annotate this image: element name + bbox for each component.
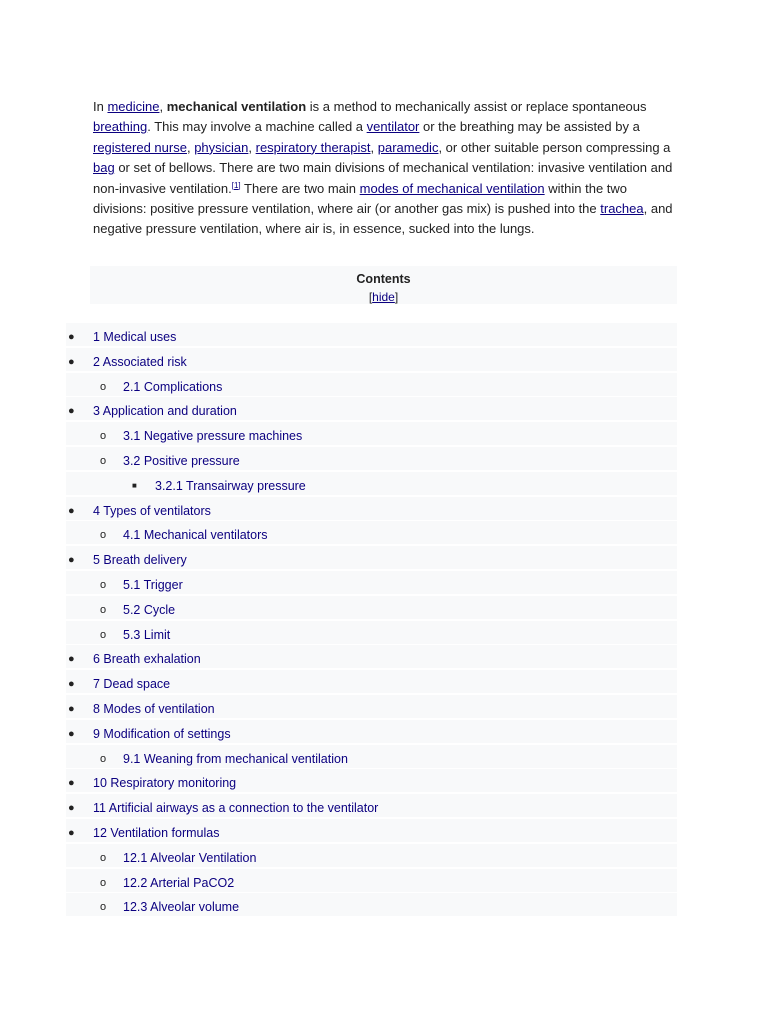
- intro-text: ,: [248, 139, 256, 155]
- toc-list: [66, 323, 677, 918]
- toc-item[interactable]: [66, 373, 677, 396]
- toc-hide-link[interactable]: hide: [372, 290, 395, 304]
- bullet-disc-icon: ●: [68, 678, 75, 691]
- toc-item-link[interactable]: 3.2 Positive pressure: [123, 453, 240, 468]
- reference-superscript: [232, 181, 241, 190]
- intro-text: ,: [186, 139, 195, 155]
- toc-item[interactable]: [66, 472, 677, 495]
- toc-item[interactable]: [66, 546, 677, 569]
- intro-text: within the two divisions: positive pressure ventilation, where air (or another gas mix) is pushed into the: [93, 180, 628, 217]
- toc-item-link[interactable]: 12.3 Alveolar volume: [123, 900, 240, 915]
- bullet-circle-icon: o: [100, 529, 107, 542]
- bullet-disc-icon: ●: [68, 702, 75, 715]
- intro-text: In: [93, 99, 108, 114]
- bullet-circle-icon: o: [100, 851, 107, 864]
- intro-paragraph: [93, 97, 673, 240]
- intro-text: , and negative pressure ventilation, where air is, in essence, sucked into the lungs.: [93, 201, 673, 237]
- toc-item[interactable]: [66, 769, 677, 792]
- article-term: mechanical ventilation: [166, 99, 307, 114]
- bullet-disc-icon: ●: [68, 504, 75, 517]
- toc-item-link[interactable]: 11 Artificial airways as a connection to the ventilator: [93, 801, 379, 816]
- toc-item-link[interactable]: 5.1 Trigger: [123, 577, 183, 592]
- toc-item-link[interactable]: 1 Medical uses: [93, 330, 177, 344]
- bullet-circle-icon: o: [100, 628, 107, 641]
- bullet-disc-icon: ●: [68, 826, 75, 839]
- toc-item[interactable]: [66, 323, 677, 346]
- toc-item-link[interactable]: 5.2 Cycle: [123, 602, 176, 617]
- toc-item[interactable]: [66, 497, 677, 520]
- intro-text: ,: [370, 139, 378, 155]
- toc-item-link[interactable]: 2.1 Complications: [123, 379, 223, 394]
- toc-item-link[interactable]: 2 Associated risk: [93, 354, 187, 369]
- toc-item-link[interactable]: 3 Application and duration: [93, 404, 237, 419]
- toc-item[interactable]: [66, 869, 677, 892]
- toc-item-link[interactable]: 3.2.1 Transairway pressure: [155, 478, 306, 493]
- intro-text: or set of bellows. There are two main divisions of mechanical ventilation: invasive ventilation and non-invasive ventilation.: [93, 160, 673, 196]
- toc-item[interactable]: [66, 720, 677, 743]
- bullet-circle-icon: o: [100, 454, 107, 467]
- toc-item-link[interactable]: 6 Breath exhalation: [93, 652, 201, 667]
- bracket-open: [: [368, 290, 373, 304]
- link-registered-nurse[interactable]: registered nurse: [93, 139, 187, 155]
- bullet-disc-icon: ●: [68, 331, 75, 343]
- bullet-disc-icon: ●: [68, 653, 75, 666]
- bullet-square-icon: ■: [132, 480, 137, 490]
- toc-item-link[interactable]: 12.2 Arterial PaCO2: [123, 875, 235, 890]
- toc-item[interactable]: [66, 844, 677, 867]
- bullet-circle-icon: o: [100, 380, 107, 393]
- bullet-circle-icon: o: [100, 430, 107, 443]
- toc-hide-control: [90, 290, 677, 304]
- toc-item[interactable]: [66, 794, 677, 817]
- bracket-close: ]: [394, 290, 399, 304]
- intro-text: , or other suitable person compressing a: [438, 139, 671, 155]
- link-breathing[interactable]: breathing: [93, 119, 148, 135]
- toc-item-link[interactable]: 8 Modes of ventilation: [93, 701, 215, 716]
- link-medicine[interactable]: medicine: [107, 99, 160, 114]
- toc-item-link[interactable]: 5 Breath delivery: [93, 553, 187, 568]
- toc-item-link[interactable]: 3.1 Negative pressure machines: [123, 429, 303, 444]
- bullet-disc-icon: ●: [68, 355, 75, 368]
- toc-item[interactable]: [66, 819, 677, 842]
- intro-text: ,: [159, 99, 167, 114]
- toc-item[interactable]: [66, 670, 677, 693]
- bullet-circle-icon: o: [100, 578, 107, 591]
- toc-item[interactable]: [66, 621, 677, 644]
- toc-header: [90, 266, 677, 304]
- toc-item[interactable]: [66, 348, 677, 371]
- link-modes-of-mechanical-ventilation[interactable]: modes of mechanical ventilation: [359, 180, 545, 196]
- toc-item-link[interactable]: 10 Respiratory monitoring: [93, 776, 237, 791]
- toc-item[interactable]: [66, 893, 677, 916]
- bullet-disc-icon: ●: [68, 727, 75, 740]
- toc-item-link[interactable]: 4.1 Mechanical ventilators: [123, 528, 268, 543]
- link-trachea[interactable]: trachea: [600, 201, 644, 217]
- toc-item[interactable]: [66, 422, 677, 445]
- toc-item-link[interactable]: 7 Dead space: [93, 677, 171, 692]
- intro-text: is a method to mechanically assist or replace spontaneous: [306, 99, 647, 114]
- toc-item[interactable]: [66, 521, 677, 544]
- link-respiratory-therapist[interactable]: respiratory therapist: [255, 139, 371, 155]
- bullet-circle-icon: o: [100, 901, 107, 914]
- toc-item[interactable]: [66, 397, 677, 420]
- bullet-disc-icon: ●: [68, 777, 75, 790]
- bullet-disc-icon: ●: [68, 554, 75, 567]
- bullet-circle-icon: o: [100, 752, 107, 765]
- toc-item[interactable]: [66, 695, 677, 718]
- bullet-circle-icon: o: [100, 603, 107, 616]
- reference-link-1[interactable]: [1]: [231, 180, 241, 190]
- toc-item-link[interactable]: 12.1 Alveolar Ventilation: [123, 850, 257, 865]
- toc-item-link[interactable]: 12 Ventilation formulas: [93, 825, 220, 840]
- link-ventilator[interactable]: ventilator: [366, 119, 420, 135]
- intro-text: There are two main: [240, 180, 360, 196]
- toc-item-link[interactable]: 9 Modification of settings: [93, 726, 231, 741]
- intro-text: or the breathing may be assisted by a: [419, 119, 640, 135]
- bullet-circle-icon: o: [100, 876, 107, 889]
- toc-item[interactable]: [66, 571, 677, 594]
- toc-item[interactable]: [66, 645, 677, 668]
- toc-item[interactable]: [66, 596, 677, 619]
- toc-item-link[interactable]: 9.1 Weaning from mechanical ventilation: [123, 751, 348, 766]
- link-paramedic[interactable]: paramedic: [377, 139, 439, 155]
- link-bag[interactable]: bag: [93, 160, 115, 176]
- link-physician[interactable]: physician: [194, 139, 249, 155]
- toc-title: Contents: [356, 272, 411, 286]
- intro-text: . This may involve a machine called a: [147, 119, 367, 135]
- toc-item-link[interactable]: 5.3 Limit: [123, 627, 171, 642]
- toc-item-link[interactable]: 4 Types of ventilators: [93, 503, 211, 518]
- bullet-disc-icon: ●: [68, 405, 75, 418]
- toc-item[interactable]: [66, 447, 677, 470]
- toc-item[interactable]: [66, 745, 677, 768]
- bullet-disc-icon: ●: [68, 802, 75, 815]
